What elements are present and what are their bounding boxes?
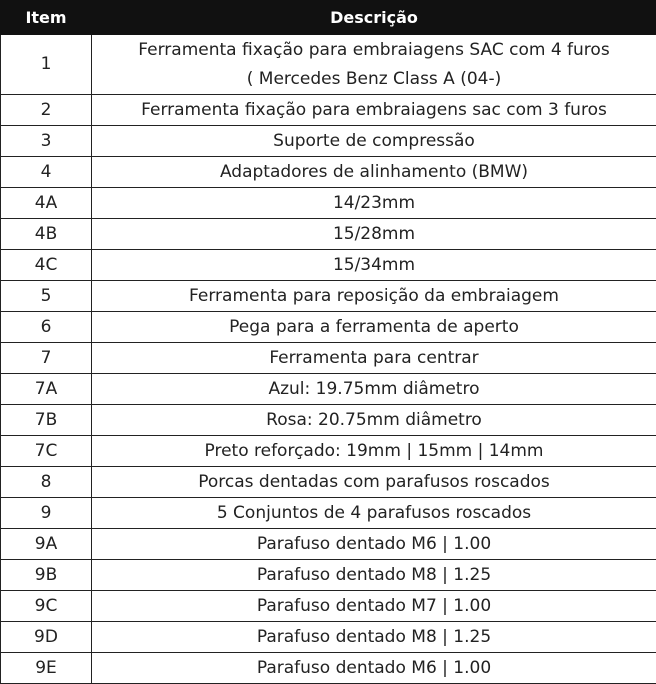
table-row (1, 560, 656, 591)
description-cell (92, 35, 656, 95)
description-cell (92, 157, 656, 188)
header-description: Descrição (92, 1, 656, 35)
item-cell: 9B (1, 560, 92, 591)
description-line: Azul: 19.75mm diâmetro (268, 379, 480, 399)
description-line: Parafuso dentado M6 | 1.00 (256, 658, 492, 678)
item-cell: 9E (1, 653, 92, 684)
description-line: Porcas dentadas com parafusos roscados (198, 472, 550, 492)
item-cell: 9 (1, 498, 92, 529)
description-cell (92, 250, 656, 281)
description-line: Pega para a ferramenta de aperto (229, 317, 519, 337)
description-line: 15/34mm (332, 255, 416, 275)
table-row (1, 95, 656, 126)
description-cell (92, 591, 656, 622)
item-cell: 4 (1, 157, 92, 188)
item-cell: 7A (1, 374, 92, 405)
item-cell: 7B (1, 405, 92, 436)
table-row (1, 219, 656, 250)
description-cell (92, 560, 656, 591)
description-line: Parafuso dentado M8 | 1.25 (256, 627, 492, 647)
description-cell (92, 312, 656, 343)
description-cell (92, 653, 656, 684)
description-cell (92, 281, 656, 312)
description-cell (92, 219, 656, 250)
description-cell (92, 95, 656, 126)
table-row (1, 157, 656, 188)
description-line: Preto reforçado: 19mm | 15mm | 14mm (204, 441, 544, 461)
description-cell (92, 622, 656, 653)
description-cell (92, 436, 656, 467)
table-row (1, 250, 656, 281)
description-cell (92, 405, 656, 436)
description-cell (92, 343, 656, 374)
item-cell: 4B (1, 219, 92, 250)
description-line: Ferramenta para centrar (269, 348, 479, 368)
table-row (1, 436, 656, 467)
item-cell: 8 (1, 467, 92, 498)
table-row (1, 374, 656, 405)
item-cell: 9C (1, 591, 92, 622)
item-cell: 9D (1, 622, 92, 653)
description-line: Parafuso dentado M6 | 1.00 (256, 534, 492, 554)
description-line: 14/23mm (332, 193, 416, 213)
header-row (1, 1, 656, 35)
description-cell (92, 498, 656, 529)
table-row (1, 188, 656, 219)
item-cell: 6 (1, 312, 92, 343)
description-cell (92, 126, 656, 157)
item-cell: 3 (1, 126, 92, 157)
table-row (1, 467, 656, 498)
description-line: 5 Conjuntos de 4 parafusos roscados (216, 503, 532, 523)
item-cell: 4C (1, 250, 92, 281)
table-row (1, 281, 656, 312)
table-row (1, 343, 656, 374)
item-cell: 4A (1, 188, 92, 219)
description-line: Ferramenta fixação para embraiagens sac com 3 furos (141, 100, 607, 120)
table-row (1, 498, 656, 529)
table-body (1, 35, 656, 684)
item-cell: 5 (1, 281, 92, 312)
item-cell: 7C (1, 436, 92, 467)
table-row (1, 312, 656, 343)
description-cell (92, 188, 656, 219)
description-line: Suporte de compressão (273, 131, 475, 151)
item-cell: 9A (1, 529, 92, 560)
header-item: Item (1, 1, 92, 35)
item-cell: 2 (1, 95, 92, 126)
description-cell (92, 374, 656, 405)
item-cell: 7 (1, 343, 92, 374)
description-line: Parafuso dentado M7 | 1.00 (256, 596, 492, 616)
description-line: Ferramenta para reposição da embraiagem (189, 286, 559, 306)
table-row (1, 653, 656, 684)
item-cell: 1 (1, 35, 92, 95)
description-line: Adaptadores de alinhamento (BMW) (219, 162, 529, 182)
table-row (1, 591, 656, 622)
table-row (1, 126, 656, 157)
description-line: Rosa: 20.75mm diâmetro (266, 410, 482, 430)
table-row (1, 622, 656, 653)
description-line: Parafuso dentado M8 | 1.25 (256, 565, 492, 585)
description-line: ( Mercedes Benz Class A (04-) (246, 68, 502, 89)
table-row (1, 405, 656, 436)
description-cell (92, 529, 656, 560)
description-line: 15/28mm (332, 224, 416, 244)
description-line: Ferramenta fixação para embraiagens SAC com 4 furos (138, 39, 610, 60)
description-cell (92, 467, 656, 498)
table-row (1, 35, 656, 95)
table-row (1, 529, 656, 560)
